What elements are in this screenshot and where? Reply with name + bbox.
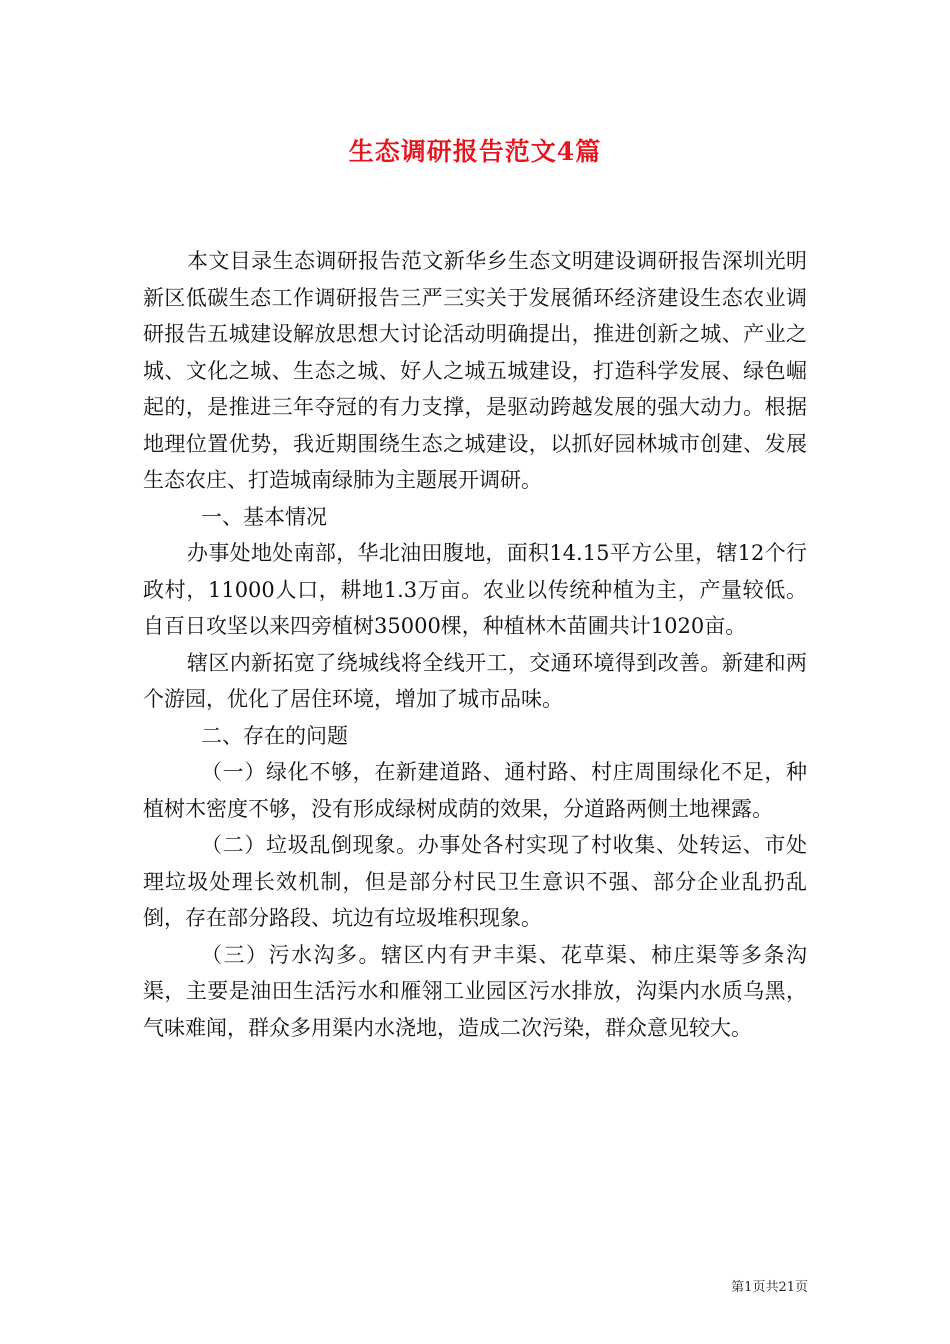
traffic-environment-paragraph: 辖区内新拓宽了绕城线将全线开工，交通环境得到改善。新建和两个游园，优化了居住环境，增加了城市品味。	[143, 650, 807, 711]
section-heading-problems: 二、存在的问题	[201, 723, 348, 748]
page-number-footer: 第1页共21页	[731, 1280, 808, 1295]
section-heading-basic-situation: 一、基本情况	[201, 504, 327, 529]
document-body	[143, 243, 807, 1046]
intro-paragraph: 本文目录生态调研报告范文新华乡生态文明建设调研报告深圳光明新区低碳生态工作调研报告三严三实关于发展循环经济建设生态农业调研报告五城建设解放思想大讨论活动明确提出，推进创新之城、产业之城、文化之城、生态之城、好人之城五城建设，打造科学发展、绿色崛起的，是推进三年夺冠的有力支撑，是驱动跨越发展的强大动力。根据地理位置优势，我近期围绕生态之城建设，以抓好园林城市创建、发展生态农庄、打造城南绿肺为主题展开调研。	[143, 249, 807, 492]
document-title: 生态调研报告范文4篇	[348, 137, 602, 166]
problem-sewage-paragraph: （三）污水沟多。辖区内有尹丰渠、花草渠、柿庄渠等多条沟渠，主要是油田生活污水和雁翎工业园区污水排放，沟渠内水质乌黑，气味难闻，群众多用渠内水浇地，造成二次污染，群众意见较大。	[143, 942, 807, 1040]
problem-garbage-paragraph: （二）垃圾乱倒现象。办事处各村实现了村收集、处转运、市处理垃圾处理长效机制，但是部分村民卫生意识不强、部分企业乱扔乱倒，存在部分路段、坑边有垃圾堆积现象。	[143, 833, 807, 930]
basic-situation-paragraph: 办事处地处南部，华北油田腹地，面积14.15平方公里，辖12个行政村，11000人口，耕地1.3万亩。农业以传统种植为主，产量较低。自百日攻坚以来四旁植树35000棵，种植林木苗圃共计1020亩。	[143, 541, 807, 638]
problem-greening-paragraph: （一）绿化不够，在新建道路、通村路、村庄周围绿化不足，种植树木密度不够，没有形成绿树成荫的效果，分道路两侧土地裸露。	[143, 760, 807, 821]
